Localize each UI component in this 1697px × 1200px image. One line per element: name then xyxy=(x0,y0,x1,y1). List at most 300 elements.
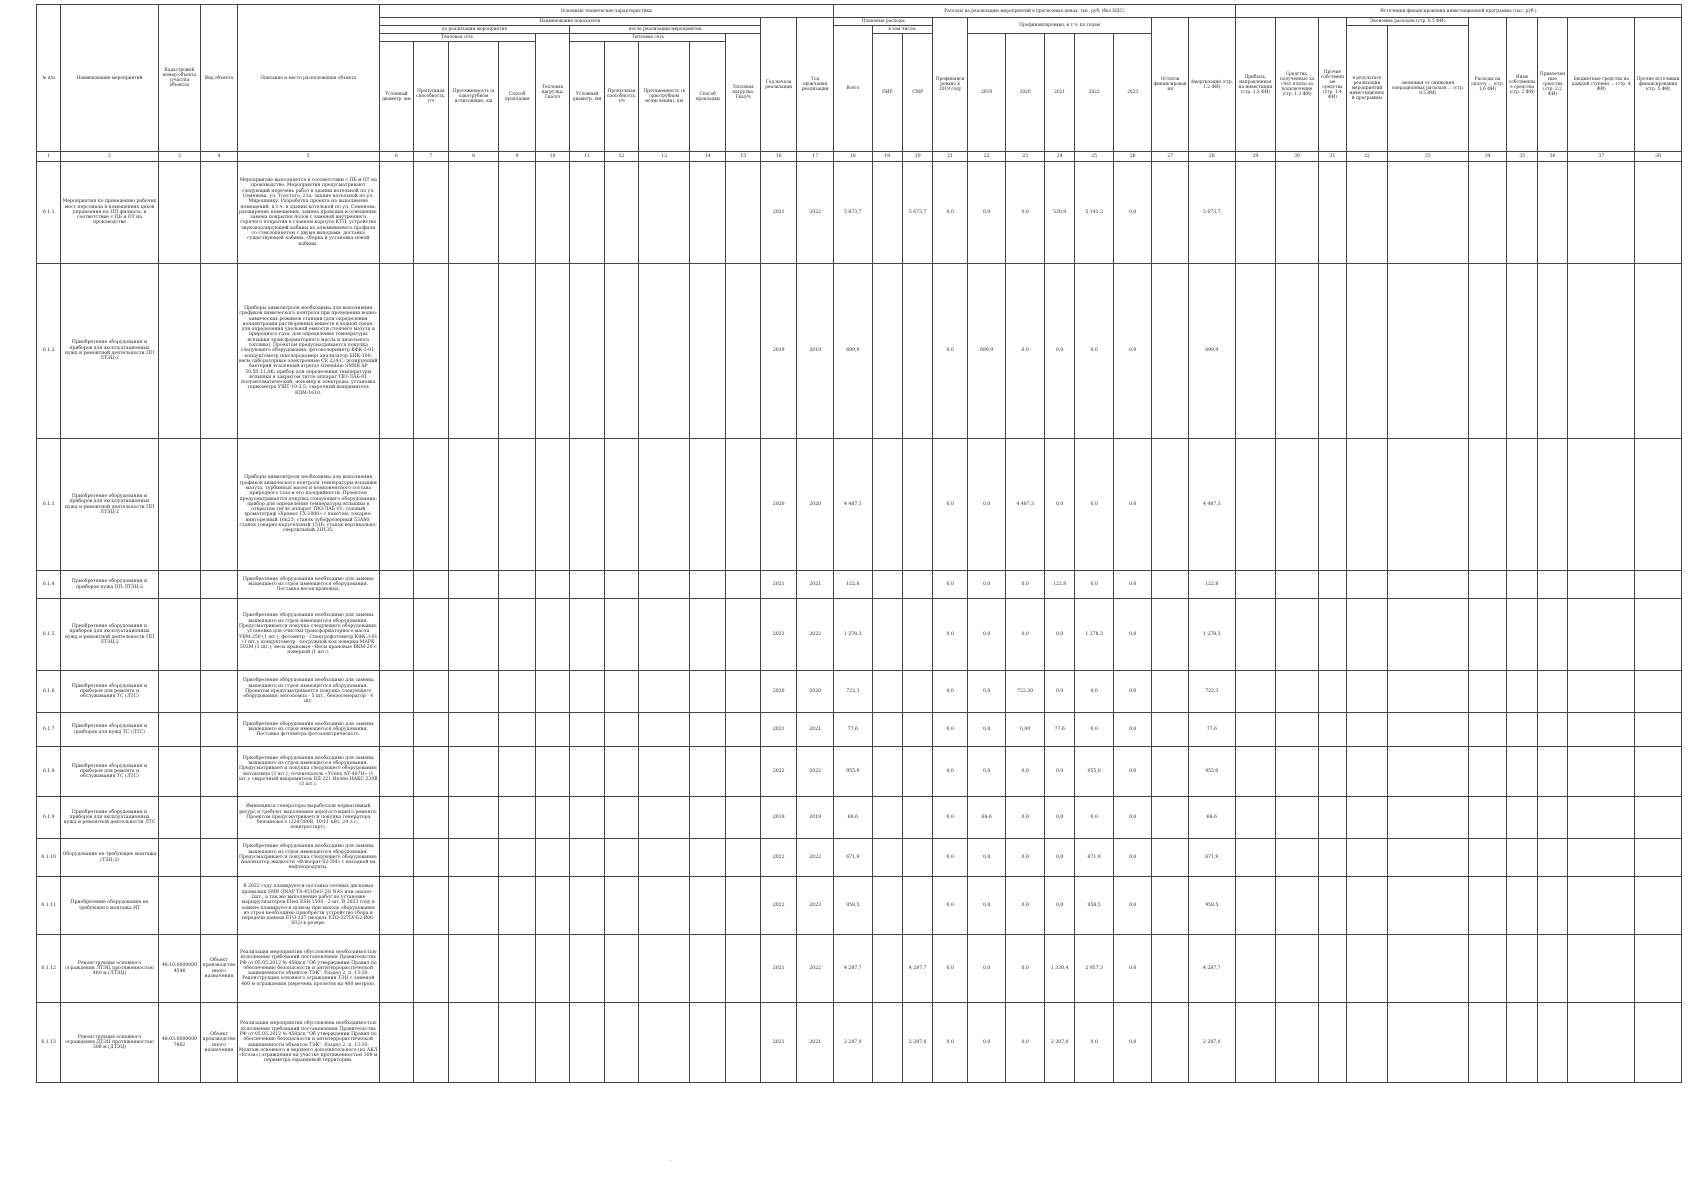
col-number: 7 xyxy=(414,152,448,162)
cell-empty xyxy=(1276,599,1319,671)
cell-empty xyxy=(1276,439,1319,571)
cell-empty xyxy=(726,162,760,264)
cell-empty xyxy=(1507,797,1537,839)
cell-y2021: 2 287,0 xyxy=(1044,1003,1074,1083)
cell-empty xyxy=(604,571,638,599)
cell-empty xyxy=(1235,747,1276,797)
cell-amort: 699,9 xyxy=(1188,264,1235,439)
cell-empty xyxy=(1276,877,1319,935)
cell-empty xyxy=(570,162,604,264)
cell-y2022: 1 278,3 xyxy=(1075,599,1114,671)
cell-empty xyxy=(1276,571,1319,599)
col-number: 33 xyxy=(1387,152,1468,162)
cell-empty xyxy=(448,1003,499,1083)
cell-empty xyxy=(1537,839,1567,877)
cell-empty xyxy=(726,935,760,1003)
col-header-17: Год окончания реализации xyxy=(797,18,834,152)
cell-y2019: 68,6 xyxy=(967,797,1006,839)
cell-empty xyxy=(1152,671,1189,713)
cell-empty xyxy=(570,671,604,713)
cell-end: 2019 xyxy=(797,264,834,439)
cell-end: 2022 xyxy=(797,747,834,797)
cell-empty xyxy=(535,599,569,671)
cell-empty xyxy=(604,439,638,571)
cell-empty xyxy=(1235,797,1276,839)
cell-y2022: 0,0 xyxy=(1075,713,1114,747)
cell-empty xyxy=(1276,797,1319,839)
cell-empty xyxy=(689,162,726,264)
cell-y2019: 0,0 xyxy=(967,162,1006,264)
cell-cad xyxy=(158,162,201,264)
cell-empty xyxy=(1152,839,1189,877)
cell-empty xyxy=(570,935,604,1003)
cell-y2022: 5 143,3 xyxy=(1075,162,1114,264)
cell-empty xyxy=(1276,747,1319,797)
col-header-36: Привлеченные средства (стр. 2.2 ФИ) xyxy=(1537,18,1567,152)
col-number: 26 xyxy=(1113,152,1152,162)
cell-empty xyxy=(1347,797,1388,839)
cell-total: 77,6 xyxy=(834,713,873,747)
col-number: 37 xyxy=(1568,152,1635,162)
cell-amort: 958,5 xyxy=(1188,877,1235,935)
table-row xyxy=(37,797,1682,839)
cell-empty xyxy=(1468,877,1507,935)
cell-empty xyxy=(1347,747,1388,797)
col-header-1: № п/п xyxy=(37,5,61,152)
col-number: 32 xyxy=(1347,152,1388,162)
cell-end: 2019 xyxy=(797,797,834,839)
cell-empty xyxy=(1468,935,1507,1003)
cell-empty xyxy=(639,162,690,264)
cell-y2021: 0,0 xyxy=(1044,671,1074,713)
cell-empty xyxy=(604,264,638,439)
cell-kind xyxy=(201,713,238,747)
cell-y2022: 671,9 xyxy=(1075,839,1114,877)
cell-empty xyxy=(1537,935,1567,1003)
cell-y2020: 0,0 xyxy=(1006,935,1045,1003)
cell-y2020: 0,0 xyxy=(1006,797,1045,839)
cell-empty xyxy=(1276,1003,1319,1083)
cell-empty xyxy=(499,747,536,797)
cell-desc: Приобретение оборудования необходимо для замены вышедшего из строя имеющегося оборудования. Предусматривается покупка следующего оборудования: мотопомпа (3 шт.); течеискатель «Успех АТ-407Н» (1 шт.); сварочный выпрямитель ВД-221 Нелен НАКС 220В (3 шт.). xyxy=(237,747,379,797)
cell-empty xyxy=(1387,797,1468,839)
cell-kind xyxy=(201,439,238,571)
cell-name: Приобретение оборудования и приборов для эксплуатационных нужд и ремонтной деятельности ПП ЛТЭЦ-2 xyxy=(61,439,158,571)
col-number: 36 xyxy=(1537,152,1567,162)
cell-desc: Мероприятие выполняется в соответствии с ПБ и ОТ на производстве. Мероприятия предусматривают следующий перечень работ в здании котельной по ул. Семенова, ул. Толстого, 23а; здание котельной по ул. Мирошнику. Разработка проекта на выполнение помещений, в т.ч. в здании котельной по ул. Семенова; расширение помещения, замена проводки и освещения, замена покрытия полов с заменой внутреннего горячего покрытия в главном корпусе КТП; устройство звукоизолирующей кабины из алюминиевого профиля со стеклопакетом с двумя выходами, доставка существующей кабины, сборка и установка новой кабины. xyxy=(237,162,379,264)
cell-num: 6.1.4 xyxy=(37,571,61,599)
cell-smr xyxy=(902,839,932,877)
col-number: 38 xyxy=(1635,152,1682,162)
cell-amort: 4 487,3 xyxy=(1188,439,1235,571)
col-header-4: Вид объекта xyxy=(201,5,238,152)
cell-empty xyxy=(1152,162,1189,264)
cell-amort: 5 673,7 xyxy=(1188,162,1235,264)
cell-empty xyxy=(1387,264,1468,439)
cell-empty xyxy=(726,877,760,935)
cell-y2022: 0,0 xyxy=(1075,1003,1114,1083)
cell-empty xyxy=(1507,599,1537,671)
col-header-20: СМР xyxy=(902,34,932,152)
cell-empty xyxy=(689,747,726,797)
cell-empty xyxy=(1568,671,1635,713)
cell-smr xyxy=(902,571,932,599)
cell-prior: 0,0 xyxy=(933,571,967,599)
cell-cad xyxy=(158,571,201,599)
cell-y2021: 0,0 xyxy=(1044,264,1074,439)
col-number: 10 xyxy=(535,152,569,162)
cell-empty xyxy=(1537,1003,1567,1083)
cell-empty xyxy=(604,877,638,935)
cell-empty xyxy=(1276,162,1319,264)
cell-y2021: 0,0 xyxy=(1044,877,1074,935)
cell-empty xyxy=(1468,162,1507,264)
cell-empty xyxy=(570,439,604,571)
col-number: 30 xyxy=(1276,152,1319,162)
cell-name: Приобретение оборудования и приборов для ремонта и обслуживания ТС (ЛТС) xyxy=(61,747,158,797)
col-header-8: Протяженность (в однотрубном исчислении), км xyxy=(448,42,499,152)
cell-end: 2022 xyxy=(797,599,834,671)
cell-empty xyxy=(414,671,448,713)
cell-start: 2019 xyxy=(760,797,797,839)
cell-empty xyxy=(639,797,690,839)
cell-empty xyxy=(1387,935,1468,1003)
cell-empty xyxy=(689,1003,726,1083)
cell-amort: 671,9 xyxy=(1188,839,1235,877)
cell-name: Приобретение оборудования не требующего монтажа ИТ xyxy=(61,877,158,935)
cell-desc: Приобретение оборудования необходимо для замены вышедшего из строя имеющегося оборудования. Поставка весов крановых. xyxy=(237,571,379,599)
cell-empty xyxy=(379,162,413,264)
cell-y2023: 0,0 xyxy=(1113,713,1152,747)
cell-empty xyxy=(1318,671,1346,713)
cell-y2023: 0,0 xyxy=(1113,264,1152,439)
cell-smr xyxy=(902,264,932,439)
cell-amort: 77,6 xyxy=(1188,713,1235,747)
cell-cad: 48:03:0000000 7862 xyxy=(158,1003,201,1083)
cell-kind xyxy=(201,747,238,797)
cell-name: Приобретение оборудования и приборов нужд ПП ЛТЭЦ-2 xyxy=(61,571,158,599)
cell-y2023: 0,0 xyxy=(1113,439,1152,571)
cell-empty xyxy=(1568,1003,1635,1083)
cell-end: 2022 xyxy=(797,839,834,877)
cell-empty xyxy=(379,797,413,839)
col-header-37: Бюджетные средства на каждой ступени ... (стр. 4 ФИ) xyxy=(1568,18,1635,152)
cell-empty xyxy=(448,713,499,747)
cell-amort: 122,8 xyxy=(1188,571,1235,599)
cell-empty xyxy=(1635,713,1682,747)
col-header-27: Остаток финансирования xyxy=(1152,18,1189,152)
cell-empty xyxy=(570,839,604,877)
cell-desc: Приборы химконтроля необходимы для выполнения графиков химического контроля температуры вспышки мазута, турбинных масел и компонентного состава природного газа и его калорийности. Проектом предусматривается покупка следующего оборудования: прибор для определения температуры вспышки в открытом тигле аппарат ТВО-ЛАБ-01; газовый хроматограф «Хромос ГХ-1000» с пакетом; токарно-винторезный 16к25; станок зубофрезерный 53А80; станок токарно-карусельный 1516; станок вертикально-сверлильный 2Н135. xyxy=(237,439,379,571)
cell-y2023: 0,0 xyxy=(1113,571,1152,599)
cell-smr xyxy=(902,797,932,839)
cell-empty xyxy=(1235,571,1276,599)
col-header-13: Протяженность (в однотрубном исчислении), км xyxy=(639,42,690,152)
table-row xyxy=(37,571,1682,599)
cell-empty xyxy=(1347,599,1388,671)
cell-y2022: 958,5 xyxy=(1075,877,1114,935)
cell-amort: 1 278,3 xyxy=(1188,599,1235,671)
investment-table-sheet xyxy=(36,4,1682,1083)
cell-empty xyxy=(570,747,604,797)
cell-y2023: 0,0 xyxy=(1113,671,1152,713)
col-number: 29 xyxy=(1235,152,1276,162)
cell-empty xyxy=(1276,264,1319,439)
col-number: 21 xyxy=(933,152,967,162)
cell-num: 6.1.10 xyxy=(37,839,61,877)
cell-kind xyxy=(201,264,238,439)
cell-end: 2021 xyxy=(797,1003,834,1083)
col-header-38: Прочие источники финансирования (стр. 5 ФИ) xyxy=(1635,18,1682,152)
cell-kind: Объект производственного назначения xyxy=(201,1003,238,1083)
col-header-32: в результате реализации мероприятий инвестиционной программы xyxy=(1347,26,1388,152)
cell-empty xyxy=(535,1003,569,1083)
cell-y2022: 2 957,3 xyxy=(1075,935,1114,1003)
cell-empty xyxy=(1276,671,1319,713)
cell-desc: Приобретение оборудования необходимо для замены вышедшего из строя имеющегося оборудования. Проектом предусматривается покупка следующего оборудования: мотопомпа - 5 шт., бензогенератор - 4 шт. xyxy=(237,671,379,713)
cell-empty xyxy=(1276,935,1319,1003)
cell-empty xyxy=(604,162,638,264)
cell-empty xyxy=(448,571,499,599)
cell-empty xyxy=(1635,264,1682,439)
cell-kind xyxy=(201,671,238,713)
cell-prior: 0,0 xyxy=(933,1003,967,1083)
cell-y2023: 0,0 xyxy=(1113,599,1152,671)
group-planned-costs: Плановые расходы xyxy=(834,18,933,26)
cell-start: 2019 xyxy=(760,264,797,439)
cell-prior: 0,0 xyxy=(933,162,967,264)
cell-empty xyxy=(726,1003,760,1083)
cell-empty xyxy=(1537,671,1567,713)
cell-y2021: 1 330,4 xyxy=(1044,935,1074,1003)
cell-empty xyxy=(379,571,413,599)
cell-empty xyxy=(379,713,413,747)
cell-end: 2023 xyxy=(797,877,834,935)
cell-empty xyxy=(1635,439,1682,571)
cell-total: 958,5 xyxy=(834,877,873,935)
cell-empty xyxy=(1152,797,1189,839)
col-number: 3 xyxy=(158,152,201,162)
col-header-28: Амортизация (стр. 1.2 ФИ) xyxy=(1188,18,1235,152)
cell-empty xyxy=(499,1003,536,1083)
cell-empty xyxy=(1635,671,1682,713)
cell-empty xyxy=(639,877,690,935)
cell-y2019: 0,0 xyxy=(967,747,1006,797)
cell-empty xyxy=(1235,713,1276,747)
cell-desc: Приобретение оборудования необходимо для замены вышедшего из строя имеющегося оборудования. Предусматривается покупка следующего оборудования: установка для очистки трансформаторного масла УВМ-250 (1 шт.); фотометр - Спектрофотометр КФК-3-01 (1 шт.); кондуктометр - погружной код поверки МАРК 503М (1 шт.); весы крановые - Весы крановые ВКМ-20 с поверкой (1 шт.). xyxy=(237,599,379,671)
cell-prior: 0,0 xyxy=(933,439,967,571)
cell-start: 2022 xyxy=(760,877,797,935)
cell-pir xyxy=(872,747,902,797)
col-number: 24 xyxy=(1044,152,1074,162)
cell-y2020: 0,0 xyxy=(1006,599,1045,671)
cell-empty xyxy=(1347,264,1388,439)
col-number: 27 xyxy=(1152,152,1189,162)
cell-empty xyxy=(570,571,604,599)
cell-num: 6.1.2 xyxy=(37,264,61,439)
cell-y2023: 0,0 xyxy=(1113,747,1152,797)
cell-empty xyxy=(1635,162,1682,264)
col-number: 5 xyxy=(237,152,379,162)
cell-empty xyxy=(448,162,499,264)
cell-pir xyxy=(872,571,902,599)
cell-empty xyxy=(1152,877,1189,935)
cell-total: 5 673,7 xyxy=(834,162,873,264)
cell-start: 2022 xyxy=(760,747,797,797)
cell-empty xyxy=(570,1003,604,1083)
cell-end: 2021 xyxy=(797,571,834,599)
cell-empty xyxy=(1568,839,1635,877)
cell-y2020: 0,00 xyxy=(1006,713,1045,747)
col-number: 9 xyxy=(499,152,536,162)
cell-empty xyxy=(379,264,413,439)
col-header-10: Тепловая нагрузка, Гкал/ч xyxy=(535,34,569,152)
cell-smr xyxy=(902,747,932,797)
cell-y2023: 0,0 xyxy=(1113,1003,1152,1083)
cell-pir xyxy=(872,839,902,877)
cell-y2022: 955,0 xyxy=(1075,747,1114,797)
cell-y2020: 0,0 xyxy=(1006,747,1045,797)
cell-empty xyxy=(639,935,690,1003)
cell-y2019: 699,9 xyxy=(967,264,1006,439)
cell-smr xyxy=(902,439,932,571)
group-after: после реализации мероприятия xyxy=(570,26,761,34)
cell-y2023: 0,0 xyxy=(1113,877,1152,935)
cell-empty xyxy=(1507,571,1537,599)
cell-total: 122,8 xyxy=(834,571,873,599)
cell-empty xyxy=(1347,1003,1388,1083)
cell-start: 2021 xyxy=(760,1003,797,1083)
cell-cad xyxy=(158,747,201,797)
cell-empty xyxy=(726,747,760,797)
cell-smr xyxy=(902,713,932,747)
cell-empty xyxy=(1635,1003,1682,1083)
cell-y2021: 0,0 xyxy=(1044,839,1074,877)
cell-prior: 0,0 xyxy=(933,671,967,713)
cell-start: 2021 xyxy=(760,162,797,264)
cell-pir xyxy=(872,439,902,571)
column-numbering-row xyxy=(37,152,1682,162)
cell-empty xyxy=(1537,877,1567,935)
cell-y2021: 0,0 xyxy=(1044,797,1074,839)
cell-empty xyxy=(570,797,604,839)
col-header-14: Способ прокладки xyxy=(689,42,726,152)
cell-empty xyxy=(1568,935,1635,1003)
cell-empty xyxy=(1507,877,1537,935)
group-heat-net-before: Тепловая сеть xyxy=(379,34,535,42)
col-number: 17 xyxy=(797,152,834,162)
col-header-35: Иные собственные средства (стр. 2 ФИ) xyxy=(1507,18,1537,152)
cell-empty xyxy=(726,439,760,571)
cell-empty xyxy=(1152,571,1189,599)
cell-empty xyxy=(414,797,448,839)
col-header-29: Прибыль, направленная на инвестиции (стр. 1.2 ФИ) xyxy=(1235,18,1276,152)
col-header-26: 2023 xyxy=(1113,34,1152,152)
cell-empty xyxy=(1537,162,1567,264)
cell-prior: 0,0 xyxy=(933,747,967,797)
cell-start: 2020 xyxy=(760,671,797,713)
cell-start: 2022 xyxy=(760,599,797,671)
cell-empty xyxy=(1318,747,1346,797)
table-row xyxy=(37,747,1682,797)
cell-empty xyxy=(1318,877,1346,935)
cell-name: Приобретение оборудования и приборов для эксплуатационных нужд и ремонтной деятельности ЛТС xyxy=(61,797,158,839)
cell-empty xyxy=(639,264,690,439)
cell-empty xyxy=(414,439,448,571)
cell-empty xyxy=(570,264,604,439)
cell-pir xyxy=(872,264,902,439)
table-row xyxy=(37,935,1682,1003)
cell-empty xyxy=(1318,264,1346,439)
col-header-30: Средства, полученные за счет платы за подключение (стр. 1.3 ФИ) xyxy=(1276,18,1319,152)
cell-empty xyxy=(726,797,760,839)
cell-smr: 5 673,7 xyxy=(902,162,932,264)
cell-empty xyxy=(726,839,760,877)
col-number: 12 xyxy=(604,152,638,162)
col-header-18: Всего xyxy=(834,26,873,152)
cell-empty xyxy=(689,264,726,439)
cell-name: Оборудование не требующее монтажа (ТЭЦ-2) xyxy=(61,839,158,877)
cell-empty xyxy=(639,439,690,571)
cell-empty xyxy=(1318,713,1346,747)
cell-empty xyxy=(1568,571,1635,599)
cell-empty xyxy=(1568,162,1635,264)
cell-empty xyxy=(1347,935,1388,1003)
group-economy: Экономия расходов (стр. 8.5 ФИ) xyxy=(1347,18,1469,26)
cell-empty xyxy=(604,1003,638,1083)
col-header-31: Прочие собственные средства (стр. 1.4 ФИ) xyxy=(1318,18,1346,152)
cell-y2021: 530,9 xyxy=(1044,162,1074,264)
cell-amort: 955,0 xyxy=(1188,747,1235,797)
cell-empty xyxy=(1537,571,1567,599)
cell-empty xyxy=(1347,162,1388,264)
cell-y2019: 0,0 xyxy=(967,571,1006,599)
cell-empty xyxy=(689,839,726,877)
cell-desc: Реализация мероприятия обусловлена необходимостью исполнения требований постановления Правительства РФ от 05.05.2012 № 458дсп "Об утверждении Правил по обеспечению безопасности и антитеррористической защищенности объектов ТЭК", Раздел 2, п. 13-20. Монтаж основного и верхнего дополнительного (из АКЛ «Егоза») ограждения на участке протяженностью 308 м периметра охраняемой территории. xyxy=(237,1003,379,1083)
col-header-7: Пропускная способность, т/ч xyxy=(414,42,448,152)
cell-empty xyxy=(499,264,536,439)
cell-end: 2022 xyxy=(797,935,834,1003)
cell-name: Реконструкция основного ограждения ЛТЭЦ протяженностью 460 м (ЛТЭЦ) xyxy=(61,935,158,1003)
group-incl: в том числе: xyxy=(872,26,933,34)
cell-empty xyxy=(535,935,569,1003)
cell-empty xyxy=(1537,797,1567,839)
cell-y2020: 0,0 xyxy=(1006,264,1045,439)
group-heat-net-after: Тепловая сеть xyxy=(570,34,726,42)
table-row xyxy=(37,1003,1682,1083)
cell-smr xyxy=(902,599,932,671)
cell-pir xyxy=(872,162,902,264)
cell-start: 2020 xyxy=(760,439,797,571)
cell-empty xyxy=(1347,877,1388,935)
page-mark: · xyxy=(670,1158,672,1164)
cell-num: 6.1.6 xyxy=(37,671,61,713)
cell-desc: Имеющиеся генераторы выработали нормативный ресурс и требуют выполнения дорогостоящего ремонта. Проектом предусматривается покупка генератора бензинового (220/380В, 10/11 кВт, 24 л.с., электростарт). xyxy=(237,797,379,839)
col-number: 14 xyxy=(689,152,726,162)
cell-y2020: 0,0 xyxy=(1006,877,1045,935)
cell-empty xyxy=(1235,1003,1276,1083)
cell-y2020: 4 487,3 xyxy=(1006,439,1045,571)
cell-end: 2022 xyxy=(797,162,834,264)
cell-empty xyxy=(499,877,536,935)
cell-empty xyxy=(379,935,413,1003)
cell-kind: Объект производственного назначения xyxy=(201,935,238,1003)
cell-empty xyxy=(1318,797,1346,839)
group-sources: Источники финансирования инвестиционной программы (тыс. руб.) xyxy=(1235,5,1681,18)
cell-empty xyxy=(1635,797,1682,839)
cell-empty xyxy=(689,599,726,671)
cell-y2019: 0,0 xyxy=(967,713,1006,747)
